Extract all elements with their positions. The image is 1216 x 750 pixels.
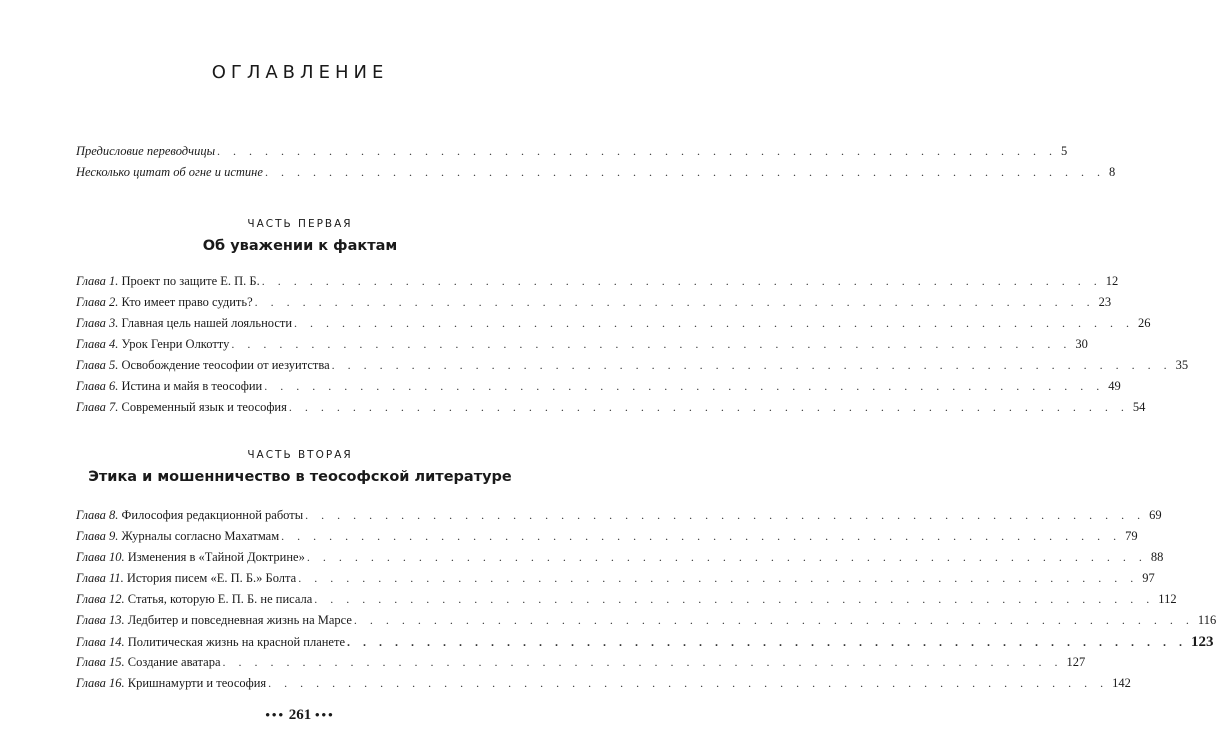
dot-leader: . . . . . . . . . . . . . . . . . . . . . . . . . . . . . . . . . . . . . . . . . . . . . . . . . . . . . bbox=[314, 592, 1155, 606]
toc-entry-label: Главная цель нашей лояльности bbox=[121, 316, 293, 330]
toc-entry-label: Несколько цитат об огне и истине bbox=[76, 165, 263, 179]
chapter-prefix: Глава 12. bbox=[76, 592, 125, 606]
toc-entry-label: Урок Генри Олкотту bbox=[121, 337, 230, 351]
toc-entry-label: Статья, которую Е. П. Б. не писала bbox=[127, 592, 313, 606]
toc-page-number: 123 bbox=[1191, 634, 1214, 650]
dot-leader: . . . . . . . . . . . . . . . . . . . . . . . . . . . . . . . . . . . . . . . . . . . . . . . . . . . . . bbox=[254, 295, 1095, 309]
dot-leader: . . . . . . . . . . . . . . . . . . . . . . . . . . . . . . . . . . . . . . . . . . . . . . . . . . . . . bbox=[305, 508, 1146, 522]
toc-entry-label: Кто имеет право судить? bbox=[121, 295, 253, 309]
toc-page-number: 35 bbox=[1175, 358, 1189, 372]
dot-leader: . . . . . . . . . . . . . . . . . . . . . . . . . . . . . . . . . . . . . . . . . . . . . . . . . . . . . bbox=[264, 379, 1105, 393]
toc-entry[interactable] bbox=[76, 571, 1155, 592]
toc-entry[interactable] bbox=[76, 379, 1121, 400]
toc-entry-label: Истина и майя в теософии bbox=[121, 379, 263, 393]
toc-entry-label: Философия редакционной работы bbox=[121, 508, 304, 522]
part1-chapter-list bbox=[76, 274, 1189, 421]
toc-entry-label: Журналы согласно Махатмам bbox=[121, 529, 280, 543]
dot-leader: . . . . . . . . . . . . . . . . . . . . . . . . . . . . . . . . . . . . . . . . . . . . . . . . . . . . . bbox=[331, 358, 1172, 372]
dot-leader: . . . . . . . . . . . . . . . . . . . . . . . . . . . . . . . . . . . . . . . . . . . . . . . . . . . . . bbox=[298, 571, 1139, 585]
page-title: ОГЛАВЛЕНИЕ bbox=[211, 62, 389, 83]
folio-page-number: 261 bbox=[288, 707, 312, 723]
folio-ornament-right: ••• bbox=[315, 707, 335, 722]
chapter-prefix: Глава 1. bbox=[76, 274, 119, 288]
toc-entry-label: Ледбитер и повседневная жизнь на Марсе bbox=[127, 613, 352, 627]
chapter-prefix: Глава 14. bbox=[76, 635, 125, 649]
dot-leader: . . . . . . . . . . . . . . . . . . . . . . . . . . . . . . . . . . . . . . . . . . . . . . . . . . . . . bbox=[264, 165, 1105, 179]
chapter-prefix: Глава 2. bbox=[76, 295, 119, 309]
toc-page-number: 142 bbox=[1112, 676, 1131, 690]
dot-leader: . . . . . . . . . . . . . . . . . . . . . . . . . . . . . . . . . . . . . . . . . . . . . . . . . . . . . bbox=[353, 613, 1194, 627]
toc-entry[interactable] bbox=[76, 165, 1116, 186]
toc-entry-label: Освобождение теософии от иезуитства bbox=[121, 358, 330, 372]
chapter-prefix: Глава 8. bbox=[76, 508, 119, 522]
toc-page-number: 97 bbox=[1142, 571, 1155, 585]
toc-entry[interactable] bbox=[76, 655, 1086, 676]
toc-entry-label: Политическая жизнь на красной планете bbox=[127, 635, 345, 649]
toc-page-number: 12 bbox=[1105, 274, 1119, 288]
toc-entry[interactable] bbox=[76, 316, 1151, 337]
toc-page-number: 5 bbox=[1061, 144, 1068, 158]
toc-page-number: 112 bbox=[1158, 592, 1177, 606]
chapter-prefix: Глава 16. bbox=[76, 676, 125, 690]
part1-label: ЧАСТЬ ПЕРВАЯ bbox=[247, 218, 353, 230]
toc-entry[interactable] bbox=[76, 358, 1189, 379]
chapter-prefix: Глава 4. bbox=[76, 337, 119, 351]
chapter-prefix: Глава 15. bbox=[76, 655, 125, 669]
toc-page-number: 23 bbox=[1098, 295, 1112, 309]
toc-entry[interactable] bbox=[76, 295, 1112, 316]
dot-leader: . . . . . . . . . . . . . . . . . . . . . . . . . . . . . . . . . . . . . . . . . . . . . . . . . . . . . bbox=[288, 400, 1129, 414]
dot-leader: . . . . . . . . . . . . . . . . . . . . . . . . . . . . . . . . . . . . . . . . . . . . . . . . . . . . . bbox=[217, 144, 1058, 158]
chapter-prefix: Глава 11. bbox=[76, 571, 124, 585]
toc-entry[interactable] bbox=[76, 274, 1119, 295]
toc-entry[interactable] bbox=[76, 592, 1177, 613]
chapter-prefix: Глава 10. bbox=[76, 550, 125, 564]
toc-entry[interactable] bbox=[76, 676, 1131, 697]
toc-page-number: 30 bbox=[1075, 337, 1088, 351]
part2-label: ЧАСТЬ ВТОРАЯ bbox=[247, 449, 353, 461]
chapter-prefix: Глава 7. bbox=[76, 400, 119, 414]
toc-page-number: 88 bbox=[1150, 550, 1164, 564]
chapter-prefix: Глава 6. bbox=[76, 379, 119, 393]
dot-leader: . . . . . . . . . . . . . . . . . . . . . . . . . . . . . . . . . . . . . . . . . . . . . . . . . . . . . bbox=[231, 337, 1072, 351]
toc-page-number: 8 bbox=[1108, 165, 1116, 179]
toc-entry[interactable] bbox=[76, 508, 1162, 529]
toc-entry-label: Кришнамурти и теософия bbox=[127, 676, 267, 690]
toc-entry[interactable] bbox=[76, 400, 1146, 421]
toc-entry[interactable] bbox=[76, 613, 1216, 634]
toc-entry[interactable] bbox=[76, 144, 1068, 165]
chapter-prefix: Глава 5. bbox=[76, 358, 119, 372]
dot-leader: . . . . . . . . . . . . . . . . . . . . . . . . . . . . . . . . . . . . . . . . . . . . . . . . . . . . . bbox=[222, 655, 1063, 669]
toc-page-number: 49 bbox=[1108, 379, 1121, 393]
toc-page-number: 127 bbox=[1066, 655, 1086, 669]
toc-page-number: 116 bbox=[1197, 613, 1216, 627]
toc-page-number: 69 bbox=[1149, 508, 1162, 522]
part1-title: Об уважении к фактам bbox=[202, 238, 398, 254]
chapter-prefix: Глава 9. bbox=[76, 529, 119, 543]
toc-entry-label: История писем «Е. П. Б.» Болта bbox=[126, 571, 297, 585]
toc-entry[interactable] bbox=[76, 634, 1214, 655]
toc-page-number: 26 bbox=[1138, 316, 1151, 330]
chapter-prefix: Глава 3. bbox=[76, 316, 119, 330]
dot-leader: . . . . . . . . . . . . . . . . . . . . . . . . . . . . . . . . . . . . . . . . . . . . . . . . . . . . . bbox=[281, 529, 1122, 543]
front-matter-list bbox=[76, 144, 1116, 186]
chapter-prefix: Глава 13. bbox=[76, 613, 125, 627]
dot-leader: . . . . . . . . . . . . . . . . . . . . . . . . . . . . . . . . . . . . . . . . . . . . . . . . . . . . . bbox=[347, 635, 1187, 649]
toc-entry-label: Создание аватара bbox=[127, 655, 221, 669]
toc-entry-label: Проект по защите Е. П. Б. bbox=[121, 274, 260, 288]
dot-leader: . . . . . . . . . . . . . . . . . . . . . . . . . . . . . . . . . . . . . . . . . . . . . . . . . . . . . bbox=[294, 316, 1135, 330]
toc-entry-label: Предисловие переводчицы bbox=[76, 144, 216, 158]
part2-chapter-list bbox=[76, 508, 1216, 697]
toc-entry[interactable] bbox=[76, 550, 1164, 571]
page-folio bbox=[0, 707, 600, 724]
toc-entry[interactable] bbox=[76, 529, 1138, 550]
toc-page-number: 79 bbox=[1125, 529, 1138, 543]
toc-entry-label: Современный язык и теософия bbox=[121, 400, 287, 414]
toc-entry-label: Изменения в «Тайной Доктрине» bbox=[127, 550, 305, 564]
dot-leader: . . . . . . . . . . . . . . . . . . . . . . . . . . . . . . . . . . . . . . . . . . . . . . . . . . . . . bbox=[261, 274, 1102, 288]
folio-ornament-left: ••• bbox=[265, 707, 285, 722]
part2-title: Этика и мошенничество в теософской литературе bbox=[88, 469, 512, 485]
toc-page-number: 54 bbox=[1132, 400, 1146, 414]
dot-leader: . . . . . . . . . . . . . . . . . . . . . . . . . . . . . . . . . . . . . . . . . . . . . . . . . . . . . bbox=[268, 676, 1109, 690]
dot-leader: . . . . . . . . . . . . . . . . . . . . . . . . . . . . . . . . . . . . . . . . . . . . . . . . . . . . . bbox=[306, 550, 1147, 564]
toc-entry[interactable] bbox=[76, 337, 1088, 358]
